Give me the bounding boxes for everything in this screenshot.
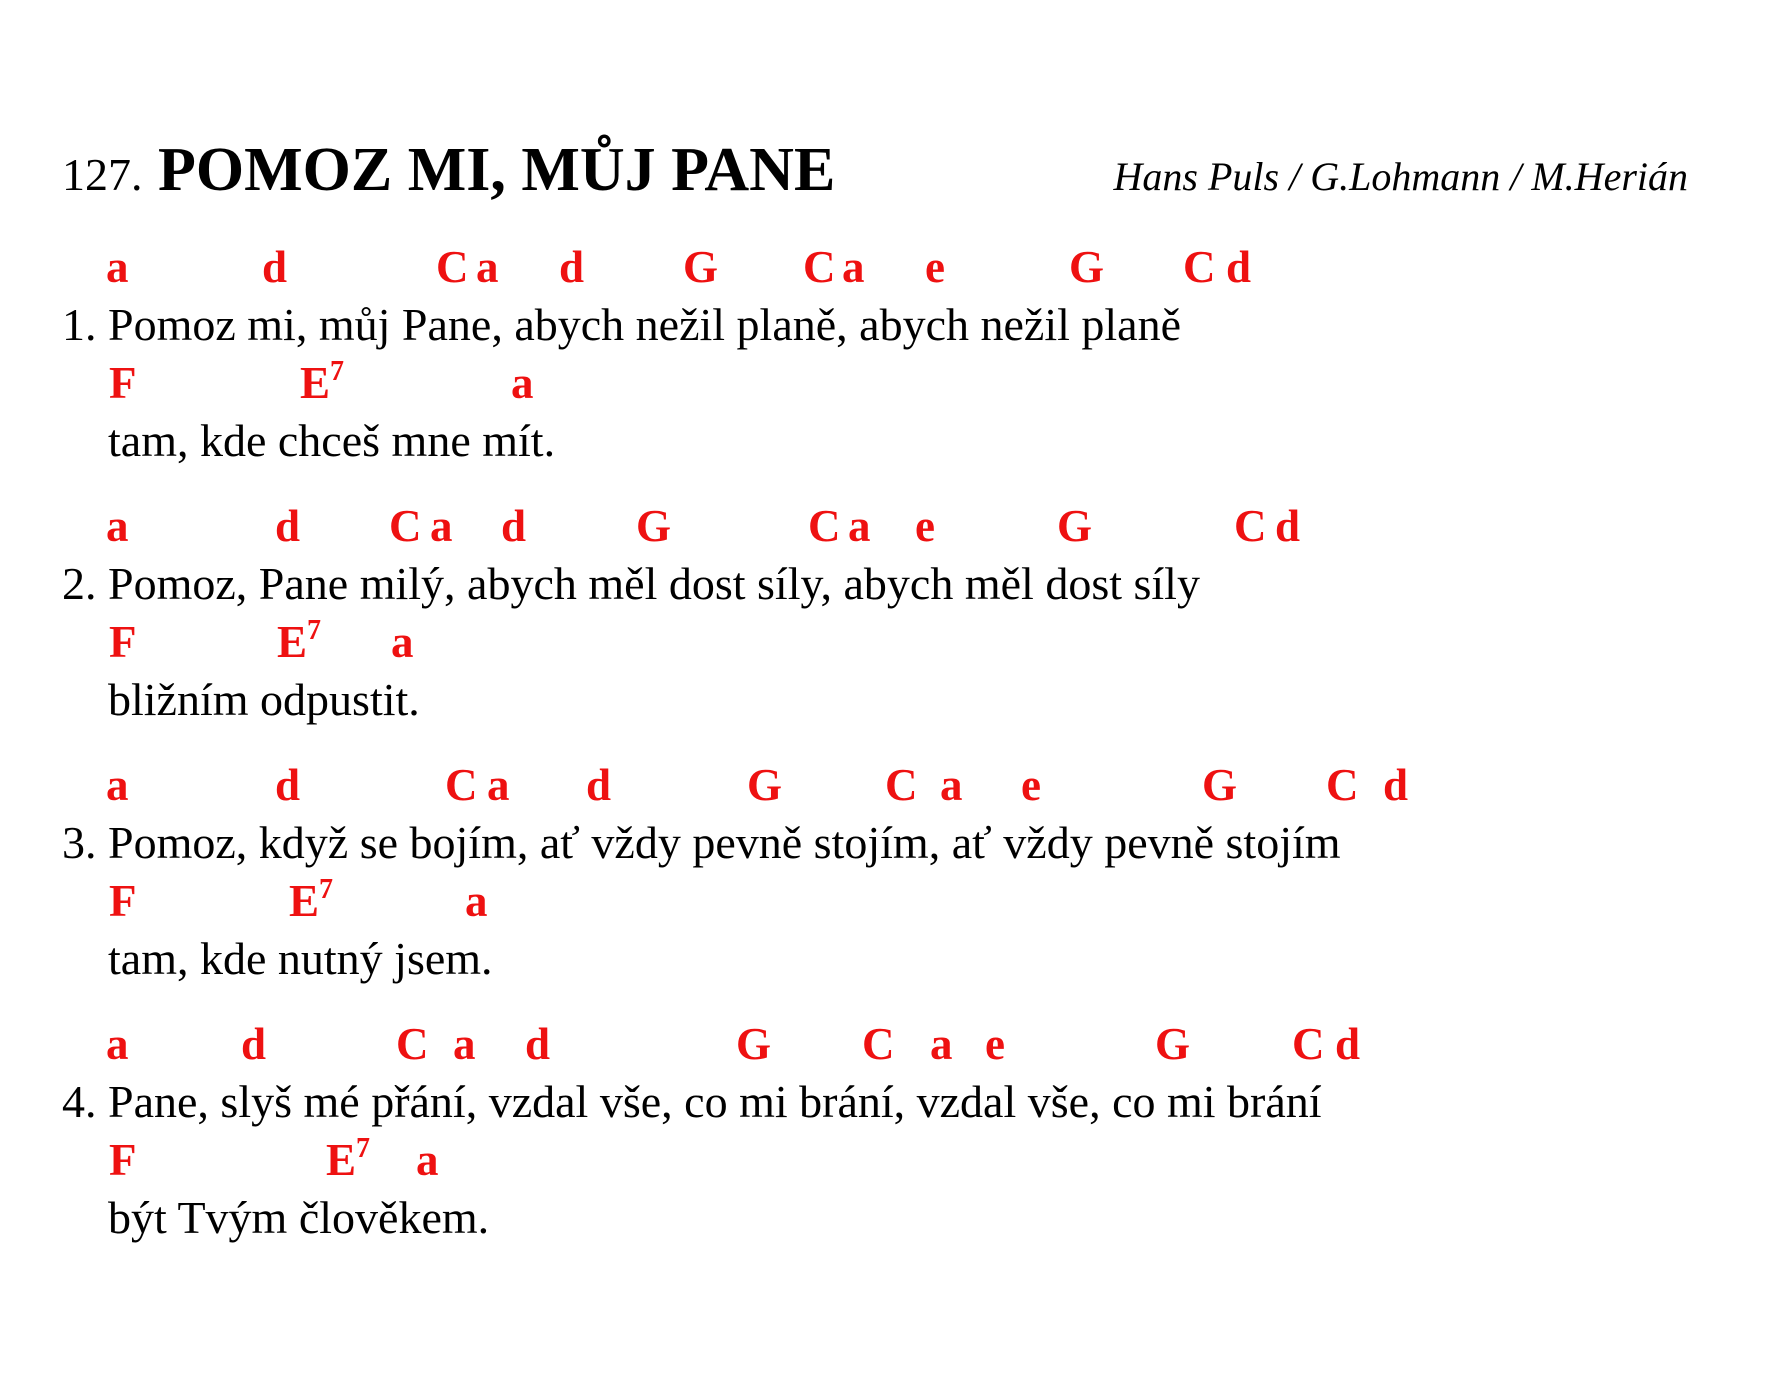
- chord: e: [985, 1019, 1005, 1069]
- lyric-line: [0, 1073, 1773, 1131]
- song-title: [62, 132, 835, 213]
- chord: $E^7$: [289, 874, 334, 926]
- chord: d: [275, 760, 301, 810]
- chord: a: [106, 760, 129, 810]
- chord: d: [241, 1019, 267, 1069]
- chord: a: [391, 617, 414, 667]
- chord: $E^7$: [277, 615, 322, 667]
- chord-line: [0, 872, 1773, 930]
- chord: a: [842, 242, 865, 292]
- chord: C: [862, 1019, 895, 1069]
- chord: e: [915, 501, 935, 551]
- chord: C: [1234, 501, 1267, 551]
- chord: C: [1183, 242, 1216, 292]
- chord: C: [436, 242, 469, 292]
- chord-line: [0, 1131, 1773, 1189]
- lyric-line: [0, 930, 1773, 988]
- chord: G: [1057, 501, 1093, 551]
- chord: G: [1069, 242, 1105, 292]
- lyric-text: Pane, slyš mé přání, vzdal vše, co mi brání, vzdal vše, co mi brání: [108, 1076, 1322, 1127]
- chord: C: [803, 242, 836, 292]
- chord: d: [559, 242, 585, 292]
- chord: d: [525, 1019, 551, 1069]
- chord: C: [1292, 1019, 1325, 1069]
- chord: d: [1383, 760, 1409, 810]
- chord: a: [487, 760, 510, 810]
- song-number: 127.: [62, 149, 143, 200]
- chord: a: [106, 242, 129, 292]
- lyric-line: [0, 296, 1773, 354]
- lyric-line: [0, 555, 1773, 613]
- lyric-text: být Tvým člověkem.: [108, 1192, 490, 1243]
- lyric-line: [0, 671, 1773, 729]
- chord: a: [465, 876, 488, 926]
- song-name: POMOZ MI, MŮJ PANE: [158, 136, 836, 204]
- chord: e: [925, 242, 945, 292]
- chord: F: [109, 1135, 137, 1185]
- lyric-text: tam, kde nutný jsem.: [108, 933, 493, 984]
- chord: d: [501, 501, 527, 551]
- chord-line: [0, 756, 1773, 814]
- chord: F: [109, 358, 137, 408]
- chord: C: [389, 501, 422, 551]
- chord: a: [940, 760, 963, 810]
- chord: C: [445, 760, 478, 810]
- verse-number: 4.: [62, 1076, 97, 1127]
- chord-line: [0, 354, 1773, 412]
- lyric-text: Pomoz, když se bojím, ať vždy pevně stojím, ať vždy pevně stojím: [108, 817, 1341, 868]
- chord: C: [808, 501, 841, 551]
- lyric-text: Pomoz, Pane milý, abych měl dost síly, abych měl dost síly: [108, 558, 1200, 609]
- chord: a: [430, 501, 453, 551]
- chord: d: [1335, 1019, 1361, 1069]
- song-authors: Hans Puls / G.Lohmann / M.Herián: [1113, 154, 1688, 199]
- lyric-text: Pomoz mi, můj Pane, abych nežil planě, abych nežil planě: [108, 299, 1182, 350]
- chord: e: [1021, 760, 1041, 810]
- chord: a: [106, 1019, 129, 1069]
- chord: d: [262, 242, 288, 292]
- lyric-line: [0, 412, 1773, 470]
- chord: $E^7$: [300, 356, 345, 408]
- chord: a: [453, 1019, 476, 1069]
- chord: a: [416, 1135, 439, 1185]
- chord: a: [848, 501, 871, 551]
- chord-line: [0, 613, 1773, 671]
- chord: a: [476, 242, 499, 292]
- chord: G: [747, 760, 783, 810]
- lyric-text: bližním odpustit.: [108, 674, 420, 725]
- chord-line: [0, 497, 1773, 555]
- chord: F: [109, 876, 137, 926]
- chord-line: [0, 1015, 1773, 1073]
- chord: d: [1226, 242, 1252, 292]
- chord: d: [1275, 501, 1301, 551]
- chord: C: [396, 1019, 429, 1069]
- chord: d: [275, 501, 301, 551]
- chord: a: [511, 358, 534, 408]
- verse-number: 1.: [62, 299, 97, 350]
- lyric-text: tam, kde chceš mne mít.: [108, 415, 556, 466]
- chord: G: [683, 242, 719, 292]
- chord: $E^7$: [326, 1133, 371, 1185]
- lyric-line: [0, 1189, 1773, 1247]
- lyric-line: [0, 814, 1773, 872]
- chord: G: [736, 1019, 772, 1069]
- chord: G: [1202, 760, 1238, 810]
- chord: d: [586, 760, 612, 810]
- chord: C: [885, 760, 918, 810]
- verse-number: 3.: [62, 817, 97, 868]
- chord: C: [1326, 760, 1359, 810]
- chord: F: [109, 617, 137, 667]
- chord: G: [636, 501, 672, 551]
- chord: a: [930, 1019, 953, 1069]
- chord-line: [0, 238, 1773, 296]
- chord: G: [1155, 1019, 1191, 1069]
- chord: a: [106, 501, 129, 551]
- verse-number: 2.: [62, 558, 97, 609]
